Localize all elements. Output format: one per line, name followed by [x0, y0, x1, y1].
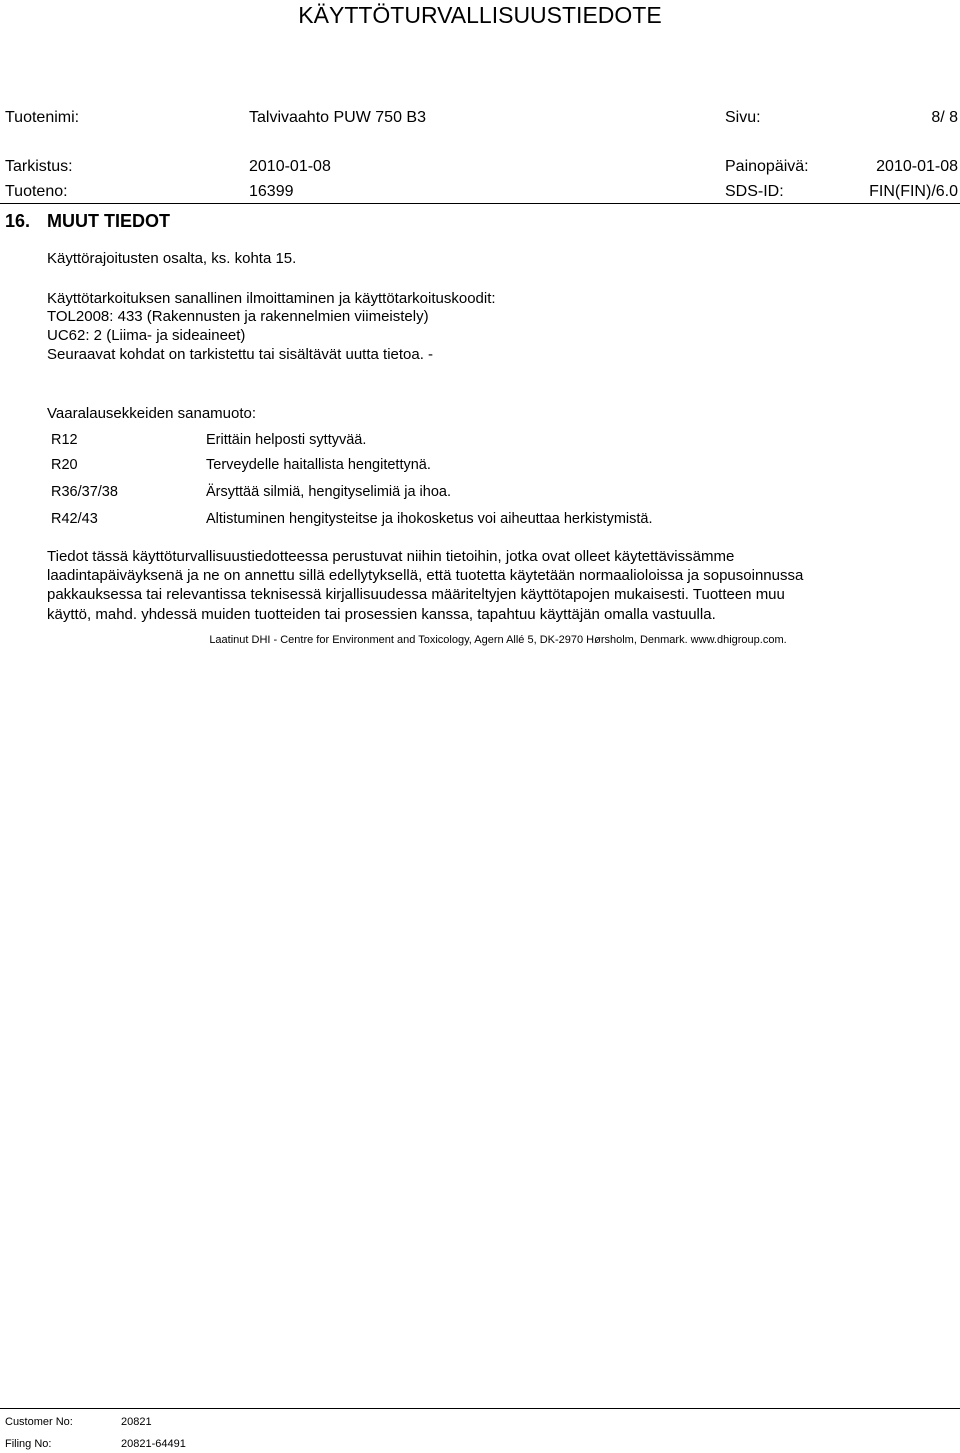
page-value: 8/ 8 — [931, 109, 958, 126]
prepared-by-text: Laatinut DHI - Centre for Environment and Toxicology, Agern Allé 5, DK-2970 Hørsholm, Denmark. www.dhigroup.com. — [209, 634, 787, 646]
phrase-code: R36/37/38 — [51, 484, 118, 500]
print-date-label: Painopäivä: — [725, 158, 809, 175]
section-title: MUUT TIEDOT — [47, 211, 170, 231]
product-name-label: Tuotenimi: — [5, 109, 80, 126]
footer-divider — [0, 1408, 960, 1409]
page-label: Sivu: — [725, 109, 761, 126]
disclaimer-line: laadintapäiväyksenä ja ne on annettu sillä edellytyksellä, että tuotetta käytetään normaalioloissa ja sopusoinnussa — [47, 567, 804, 584]
sds-id-value: FIN(FIN)/6.0 — [869, 183, 958, 200]
customer-no-value: 20821 — [121, 1416, 152, 1428]
revision-label: Tarkistus: — [5, 158, 73, 175]
phrase-text: Altistuminen hengitysteitse ja ihokosketus voi aiheuttaa herkistymistä. — [206, 511, 653, 527]
disclaimer-line: käyttö, mahd. yhdessä muiden tuotteiden tai prosessien kanssa, tapahtuu käyttäjän omalla vastuulla. — [47, 606, 716, 623]
phrase-text: Terveydelle haitallista hengitettynä. — [206, 457, 431, 473]
use-line: UC62: 2 (Liima- ja sideaineet) — [47, 327, 246, 344]
phrase-text: Ärsyttää silmiä, hengityselimiä ja ihoa. — [206, 484, 451, 500]
section-number: 16. — [5, 211, 31, 231]
product-no-value: 16399 — [249, 183, 294, 200]
disclaimer-line: Tiedot tässä käyttöturvallisuustiedotteessa perustuvat niihin tietoihin, jotka ovat olleet käytettävissämme — [47, 548, 735, 565]
restrictions-text: Käyttörajoitusten osalta, ks. kohta 15. — [47, 250, 297, 267]
header-divider — [0, 203, 960, 204]
product-name-value: Talvivaahto PUW 750 B3 — [249, 109, 426, 126]
use-line: Seuraavat kohdat on tarkistettu tai sisältävät uutta tietoa. - — [47, 346, 434, 363]
phrase-code: R12 — [51, 432, 78, 448]
filing-no-value: 20821-64491 — [121, 1438, 186, 1450]
document-title: KÄYTTÖTURVALLISUUSTIEDOTE — [298, 2, 662, 28]
sds-id-label: SDS-ID: — [725, 183, 784, 200]
filing-no-label: Filing No: — [5, 1438, 52, 1450]
use-line: Käyttötarkoituksen sanallinen ilmoittaminen ja käyttötarkoituskoodit: — [47, 290, 496, 307]
product-no-label: Tuoteno: — [5, 183, 68, 200]
phrase-code: R20 — [51, 457, 78, 473]
customer-no-label: Customer No: — [5, 1416, 73, 1428]
revision-value: 2010-01-08 — [249, 158, 331, 175]
disclaimer-line: pakkauksessa tai relevantissa teknisessä kirjallisuudessa määriteltyjen käyttötapojen mukaisesti. Tuotteen muu — [47, 586, 785, 603]
phrases-heading: Vaaralausekkeiden sanamuoto: — [47, 405, 257, 422]
use-line: TOL2008: 433 (Rakennusten ja rakennelmien viimeistely) — [47, 308, 429, 325]
print-date-value: 2010-01-08 — [876, 158, 958, 175]
phrase-text: Erittäin helposti syttyvää. — [206, 432, 367, 448]
phrase-code: R42/43 — [51, 511, 98, 527]
